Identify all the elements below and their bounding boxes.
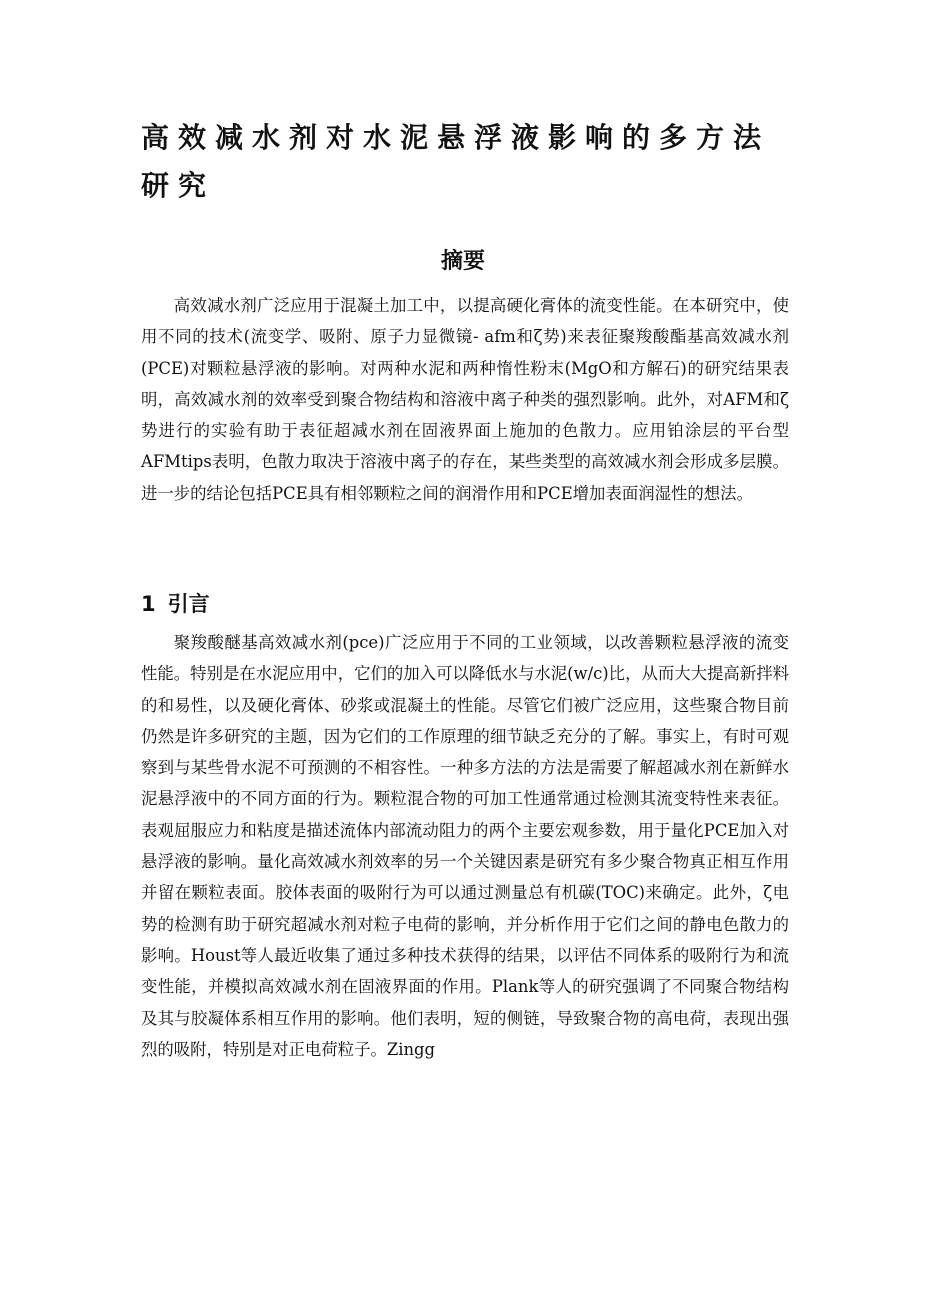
- section-number: 1: [141, 592, 156, 616]
- section-heading: [141, 588, 210, 620]
- document-title: 高效减水剂对水泥悬浮液影响的多方法研究: [141, 121, 771, 202]
- abstract-heading: 摘要: [440, 249, 485, 274]
- introduction-paragraph: 聚羧酸醚基高效减水剂(pce)广泛应用于不同的工业领域，以改善颗粒悬浮液的流变性能。特别是在水泥应用中，它们的加入可以降低水与水泥(w/c)比，从而大大提高新拌料的和易性，以及硬化膏体、砂浆或混凝土的性能。尽管它们被广泛应用，这些聚合物目前仍然是许多研究的主题，因为它们的工作原理的细节缺乏充分的了解。事实上，有时可观察到与某些骨水泥不可预测的不相容性。一种多方法的方法是需要了解超减水剂在新鲜水泥悬浮液中的不同方面的行为。颗粒混合物的可加工性通常通过检测其流变特性来表征。表观屈服应力和粘度是描述流体内部流动阻力的两个主要宏观参数，用于量化PCE加入对悬浮液的影响。量化高效减水剂效率的另一个关键因素是研究有多少聚合物真正相互作用并留在颗粒表面。胶体表面的吸附行为可以通过测量总有机碳(TOC)来确定。此外，ζ电势的检测有助于研究超减水剂对粒子电荷的影响，并分析作用于它们之间的静电色散力的影响。Houst等人最近收集了通过多种技术获得的结果，以评估不同体系的吸附行为和流变性能，并模拟高效减水剂在固液界面的作用。Plank等人的研究强调了不同聚合物结构及其与胶凝体系相互作用的影响。他们表明，短的侧链，导致聚合物的高电荷，表现出强烈的吸附，特别是对正电荷粒子。Zingg: [141, 633, 789, 1059]
- abstract-paragraph: 高效减水剂广泛应用于混凝土加工中，以提高硬化膏体的流变性能。在本研究中，使用不同的技术(流变学、吸附、原子力显微镜- afm和ζ势)来表征聚羧酸酯基高效减水剂(PCE)对颗粒悬浮液的影响。对两种水泥和两种惰性粉末(MgO和方解石)的研究结果表明，高效减水剂的效率受到聚合物结构和溶液中离子种类的强烈影响。此外，对AFM和ζ势进行的实验有助于表征超减水剂在固液界面上施加的色散力。应用铂涂层的平台型AFMtips表明，色散力取决于溶液中离子的存在，某些类型的高效减水剂会形成多层膜。进一步的结论包括PCE具有相邻颗粒之间的润滑作用和PCE增加表面润湿性的想法。: [141, 296, 789, 503]
- section-title: 引言: [167, 592, 210, 616]
